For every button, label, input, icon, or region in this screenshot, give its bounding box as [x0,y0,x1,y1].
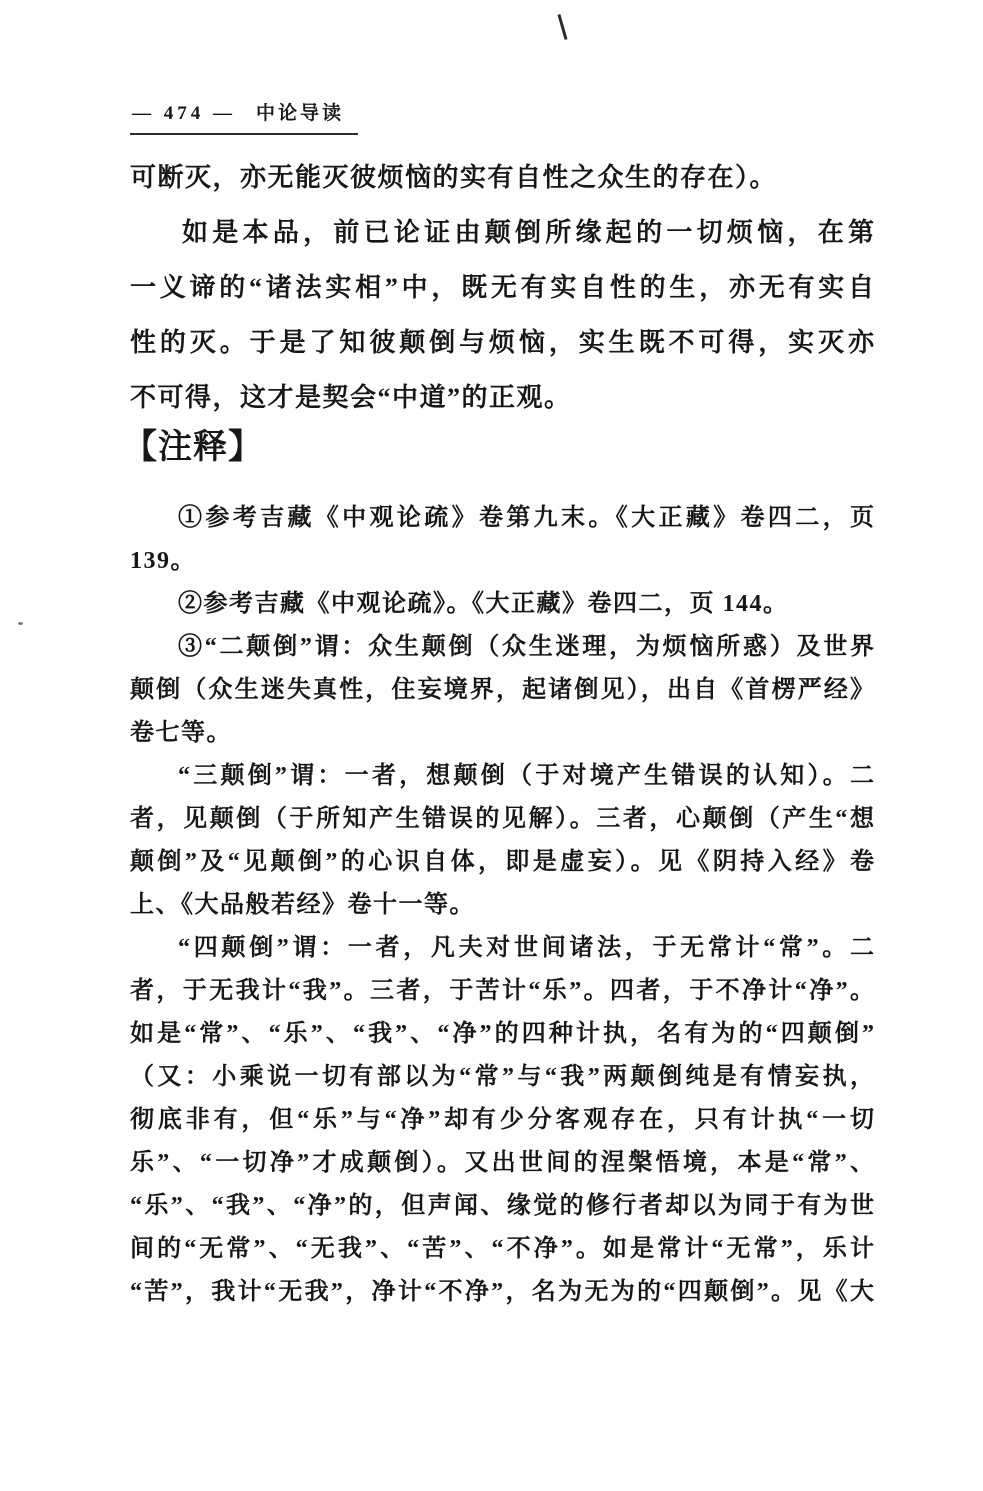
text-line: “苦”，我计“无我”，净计“不净”，名为无为的“四颠倒”。见《大 [130,1279,874,1305]
text-line: 卷七等。 [130,720,232,746]
note-2 [130,583,874,626]
main-text-block [130,150,874,425]
text-line: 一义谛的“诸法实相”中，既无有实自性的生，亦无有实自 [130,273,874,302]
book-title: 中论导读 [256,103,345,124]
text-line: 上、《大品般若经》卷十一等。 [130,892,475,918]
text-line: 颠倒（众生迷失真性，住妄境界，起诸倒见），出自《首楞严经》 [130,677,874,703]
notes-section-header: 【注释】 [123,429,263,466]
text-line: ①参考吉藏《中观论疏》卷第九末。《大正藏》卷四二，页 [178,505,874,531]
paragraph-summary [130,205,874,425]
note-3-three-inversions [130,755,874,927]
scan-stroke-mark [557,14,567,40]
text-line: “四颠倒”谓：一者，凡夫对世间诸法，于无常计“常”。二 [178,935,874,961]
notes-block [130,497,874,1314]
text-line: “三颠倒”谓：一者，想颠倒（于对境产生错误的认知）。二 [178,763,874,789]
text-line: 者，于无我计“我”。三者，于苦计“乐”。四者，于不净计“净”。 [130,978,874,1004]
text-line: 间的“无常”、“无我”、“苦”、“不净”。如是常计“无常”，乐计 [130,1236,874,1262]
note-3 [130,626,874,755]
note-1 [130,497,874,583]
paragraph-continuation [130,150,874,205]
text-line: 如是“常”、“乐”、“我”、“净”的四种计执，名有为的“四颠倒” [130,1021,874,1047]
text-line: （又：小乘说一切有部以为“常”与“我”两颠倒纯是有情妄执， [130,1064,874,1090]
page-number: — 474 — [132,103,236,124]
text-line: 乐”、“一切净”才成颠倒）。又出世间的涅槃悟境，本是“常”、 [130,1150,874,1176]
page-header [130,98,358,135]
text-line: 彻底非有，但“乐”与“净”却有少分客观存在，只有计执“一切 [130,1107,874,1133]
note-3-four-inversions [130,927,874,1314]
text-line: ③“二颠倒”谓：众生颠倒（众生迷理，为烦恼所惑）及世界 [178,634,874,660]
text-line: 性的灭。于是了知彼颠倒与烦恼，实生既不可得，实灭亦 [130,328,874,357]
text-line: 139。 [130,548,196,574]
text-line: 不可得，这才是契会“中道”的正观。 [130,383,572,412]
text-line: 颠倒”及“见颠倒”的心识自体，即是虚妄）。见《阴持入经》卷 [130,849,874,875]
scan-speck [18,622,23,625]
text-line: 可断灭，亦无能灭彼烦恼的实有自性之众生的存在）。 [130,163,778,192]
text-line: ②参考吉藏《中观论疏》。《大正藏》卷四二，页 144。 [178,591,789,617]
text-line: 如是本品，前已论证由颠倒所缘起的一切烦恼，在第 [182,218,874,247]
text-line: 者，见颠倒（于所知产生错误的见解）。三者，心颠倒（产生“想 [130,806,874,832]
text-line: “乐”、“我”、“净”的，但声闻、缘觉的修行者却以为同于有为世 [130,1193,874,1219]
